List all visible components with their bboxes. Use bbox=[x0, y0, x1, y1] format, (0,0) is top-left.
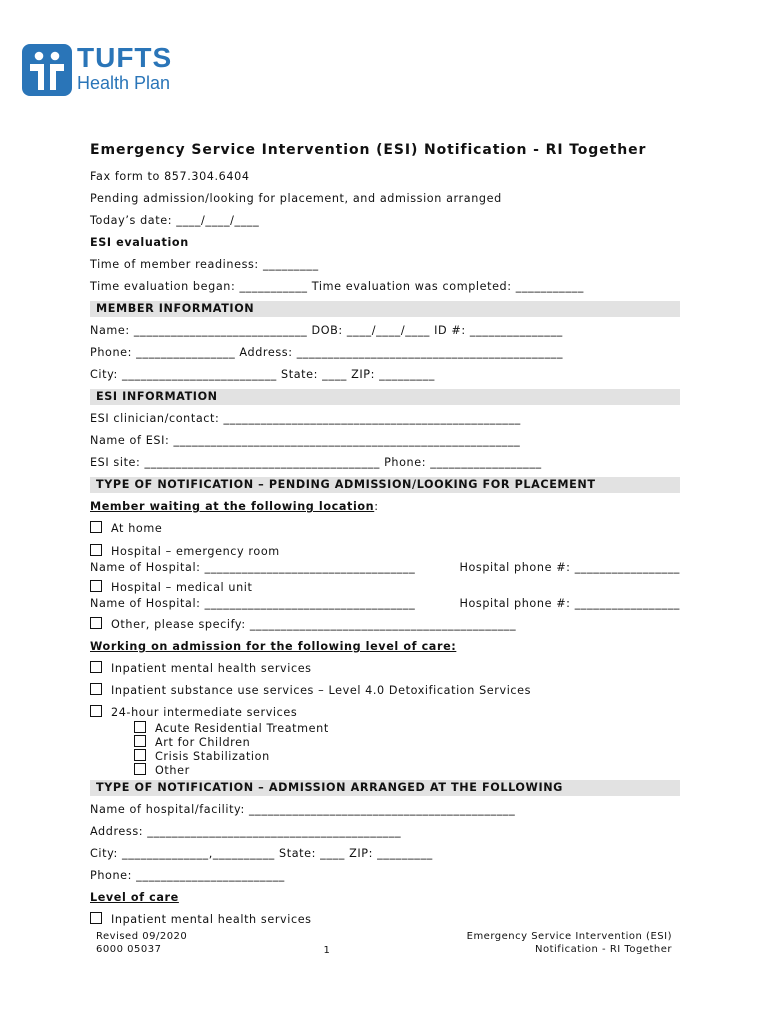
option-label: Inpatient substance use services – Level 4.0 Detoxification Services bbox=[111, 684, 532, 697]
member-phone-address-field[interactable]: Phone: ________________ Address: ___________________________________________ bbox=[90, 346, 564, 359]
facility-city-state-zip-field[interactable]: City: ______________,__________ State: ____ ZIP: _________ bbox=[90, 847, 433, 860]
checkbox[interactable] bbox=[90, 617, 102, 629]
page-footer bbox=[96, 930, 672, 956]
hospital-medical-fields[interactable] bbox=[90, 596, 680, 612]
esi-evaluation-heading: ESI evaluation bbox=[90, 236, 189, 249]
hospital-er-fields[interactable] bbox=[90, 560, 680, 576]
option-inpatient-mh-2[interactable] bbox=[90, 909, 680, 931]
fax-line: Fax form to 857.304.6404 bbox=[90, 170, 250, 183]
option-other-specify[interactable] bbox=[90, 614, 680, 636]
sub-option-art-children[interactable] bbox=[90, 735, 680, 749]
notification-arranged-header: TYPE OF NOTIFICATION – ADMISSION ARRANGED AT THE FOLLOWING bbox=[90, 780, 680, 796]
member-information-header: MEMBER INFORMATION bbox=[90, 301, 680, 317]
notification-pending-header: TYPE OF NOTIFICATION – PENDING ADMISSION/LOOKING FOR PLACEMENT bbox=[90, 477, 680, 493]
checkbox[interactable] bbox=[90, 661, 102, 673]
option-intermediate[interactable] bbox=[90, 705, 680, 721]
footer-title-line1: Emergency Service Intervention (ESI) bbox=[466, 931, 672, 942]
option-at-home[interactable] bbox=[90, 518, 680, 540]
working-level-label: Working on admission for the following level of care: bbox=[90, 640, 457, 653]
level-of-care-label: Level of care bbox=[90, 891, 179, 904]
esi-site-phone-field[interactable]: ESI site: ______________________________________ Phone: __________________ bbox=[90, 456, 542, 469]
option-label: Other, please specify: ___________________________________________ bbox=[111, 618, 517, 631]
hospital-name-field[interactable]: Name of Hospital: __________________________________ bbox=[90, 597, 416, 610]
member-city-state-zip-field[interactable]: City: _________________________ State: ____ ZIP: _________ bbox=[90, 368, 435, 381]
member-name-dob-id-field[interactable]: Name: ____________________________ DOB: ____/____/____ ID #: _______________ bbox=[90, 324, 563, 337]
option-label: At home bbox=[111, 522, 163, 535]
tufts-logo bbox=[22, 44, 172, 96]
sub-option-art[interactable] bbox=[90, 721, 680, 735]
checkbox[interactable] bbox=[90, 521, 102, 533]
checkbox[interactable] bbox=[134, 763, 146, 775]
checkbox[interactable] bbox=[134, 721, 146, 733]
waiting-location-label bbox=[90, 496, 680, 518]
facility-address-field[interactable]: Address: _________________________________________ bbox=[90, 825, 402, 838]
page-number: 1 bbox=[323, 945, 331, 956]
facility-name-field[interactable]: Name of hospital/facility: ___________________________________________ bbox=[90, 803, 516, 816]
checkbox[interactable] bbox=[90, 580, 102, 592]
todays-date-field[interactable]: Today’s date: ____/____/____ bbox=[90, 214, 260, 227]
hospital-phone-field[interactable]: Hospital phone #: _________________ bbox=[459, 561, 680, 574]
hospital-phone-field[interactable]: Hospital phone #: _________________ bbox=[459, 597, 680, 610]
checkbox[interactable] bbox=[90, 912, 102, 924]
option-inpatient-su[interactable] bbox=[90, 680, 680, 702]
option-label: Inpatient mental health services bbox=[111, 913, 312, 926]
option-label: Hospital – emergency room bbox=[111, 545, 280, 558]
form-title: Emergency Service Intervention (ESI) Notification - RI Together bbox=[90, 142, 647, 158]
sub-option-label: Other bbox=[155, 764, 190, 777]
facility-phone-field[interactable]: Phone: ________________________ bbox=[90, 869, 285, 882]
checkbox[interactable] bbox=[134, 735, 146, 747]
option-hospital-medical[interactable] bbox=[90, 580, 680, 596]
sub-option-crisis[interactable] bbox=[90, 749, 680, 763]
option-inpatient-mh[interactable] bbox=[90, 658, 680, 680]
esi-information-header: ESI INFORMATION bbox=[90, 389, 680, 405]
form-code: 6000 05037 bbox=[96, 944, 162, 955]
option-hospital-er[interactable] bbox=[90, 544, 680, 560]
checkbox[interactable] bbox=[134, 749, 146, 761]
checkbox[interactable] bbox=[90, 544, 102, 556]
checkbox[interactable] bbox=[90, 705, 102, 717]
sub-option-label: Acute Residential Treatment bbox=[155, 722, 329, 735]
waiting-location-text: Member waiting at the following location bbox=[90, 500, 375, 513]
sub-option-other[interactable] bbox=[90, 763, 680, 777]
esi-clinician-field[interactable]: ESI clinician/contact: ________________________________________________ bbox=[90, 412, 521, 425]
option-label: 24-hour intermediate services bbox=[111, 706, 298, 719]
tufts-logo-icon bbox=[22, 44, 72, 96]
pending-line: Pending admission/looking for placement, and admission arranged bbox=[90, 192, 502, 205]
sub-option-label: Crisis Stabilization bbox=[155, 750, 270, 763]
logo-subtitle: Health Plan bbox=[77, 73, 171, 93]
esi-name-field[interactable]: Name of ESI: ________________________________________________________ bbox=[90, 434, 521, 447]
hospital-name-field[interactable]: Name of Hospital: __________________________________ bbox=[90, 561, 416, 574]
checkbox[interactable] bbox=[90, 683, 102, 695]
option-label: Inpatient mental health services bbox=[111, 662, 312, 675]
option-label: Hospital – medical unit bbox=[111, 581, 253, 594]
waiting-location-colon: : bbox=[374, 500, 379, 513]
revised-date: Revised 09/2020 bbox=[96, 931, 188, 942]
member-readiness-field[interactable]: Time of member readiness: _________ bbox=[90, 258, 319, 271]
footer-title-line2: Notification - RI Together bbox=[535, 944, 672, 955]
logo-name: TUFTS bbox=[77, 42, 173, 73]
esi-form bbox=[90, 142, 680, 931]
evaluation-time-fields[interactable]: Time evaluation began: ___________ Time evaluation was completed: ___________ bbox=[90, 280, 584, 293]
sub-option-label: Art for Children bbox=[155, 736, 251, 749]
